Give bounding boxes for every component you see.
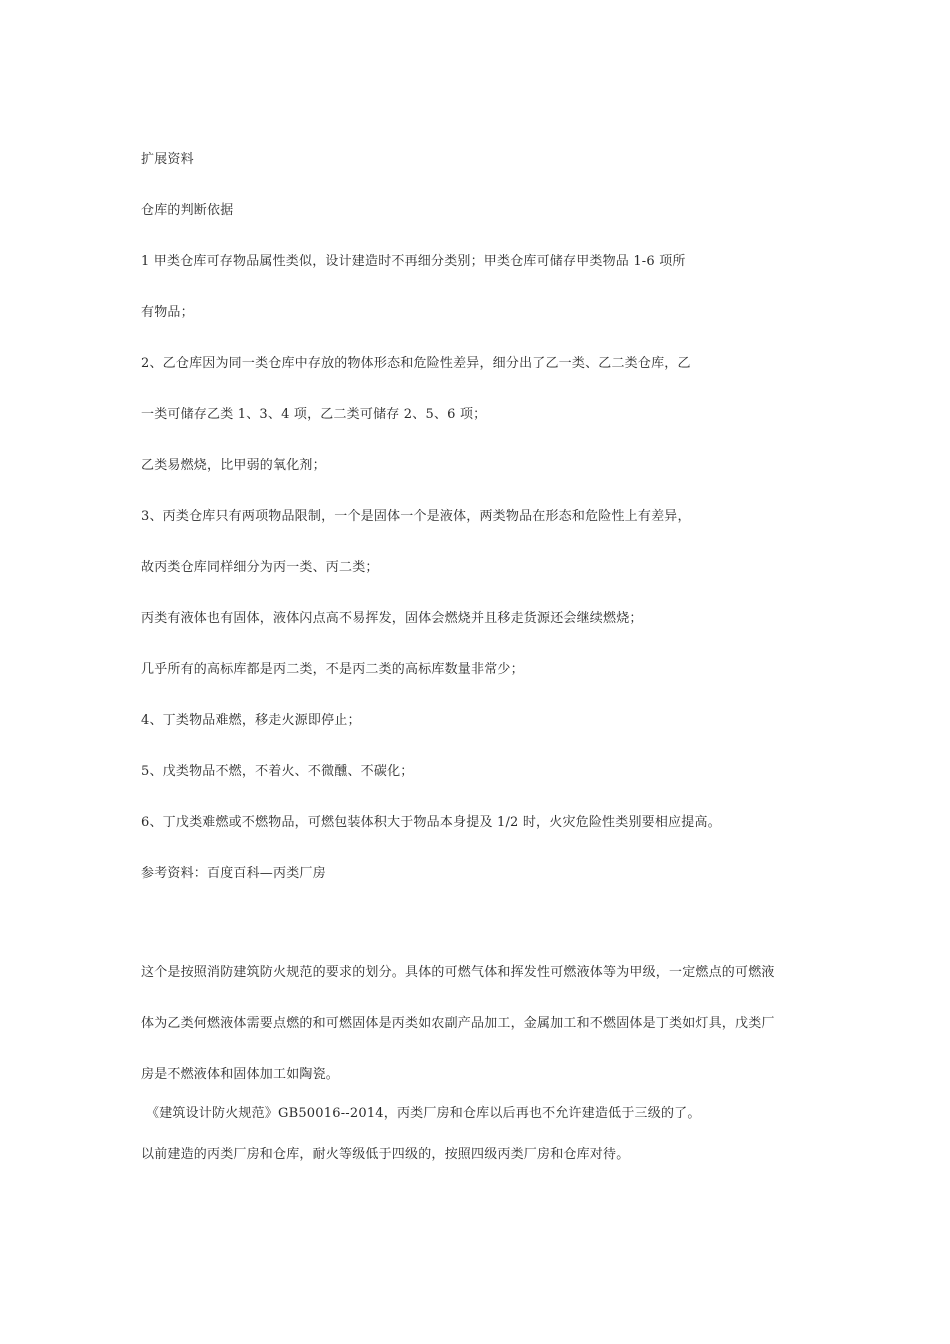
- paragraph-line: 3、丙类仓库只有两项物品限制，一个是固体一个是液体，两类物品在形态和危险性上有差异，: [141, 509, 691, 524]
- paragraph-line: 乙类易燃烧，比甲弱的氧化剂；: [141, 458, 326, 473]
- paragraph-line: 5、戊类物品不燃，不着火、不微醺、不碳化；: [141, 764, 414, 779]
- paragraph-line: 丙类有液体也有固体，液体闪点高不易挥发，固体会燃烧并且移走货源还会继续燃烧；: [141, 611, 643, 626]
- paragraph-line: 2、乙仓库因为同一类仓库中存放的物体形态和危险性差异，细分出了乙一类、乙二类仓库，乙: [141, 356, 691, 371]
- paragraph-line: 6、丁戊类难燃或不燃物品，可燃包装体积大于物品本身提及 1/2 时，火灾危险性类别要相应提高。: [141, 815, 721, 830]
- paragraph-line: 4、丁类物品难燃，移走火源即停止；: [141, 713, 361, 728]
- answer-line: 房是不燃液体和固体加工如陶瓷。: [141, 1067, 340, 1082]
- reference-line: 参考资料：百度百科—丙类厂房: [141, 866, 326, 881]
- answer-line: 这个是按照消防建筑防火规范的要求的划分。具体的可燃气体和挥发性可燃液体等为甲级，一定燃点的可燃液: [141, 965, 775, 980]
- paragraph-line: 故丙类仓库同样细分为丙一类、丙二类；: [141, 560, 379, 575]
- basis-heading: 仓库的判断依据: [141, 203, 234, 218]
- answer-line: 《建筑设计防火规范》GB50016--2014，丙类厂房和仓库以后再也不允许建造低于三级的了。: [146, 1106, 701, 1121]
- paragraph-line: 1 甲类仓库可存物品属性类似，设计建造时不再细分类别；甲类仓库可储存甲类物品 1-6 项所: [141, 254, 686, 269]
- answer-line: 体为乙类何燃液体需要点燃的和可燃固体是丙类如农副产品加工，金属加工和不燃固体是丁类如灯具，戊类厂: [141, 1016, 775, 1031]
- paragraph-line: 一类可储存乙类 1、3、4 项，乙二类可储存 2、5、6 项；: [141, 407, 487, 422]
- answer-line: 以前建造的丙类厂房和仓库，耐火等级低于四级的，按照四级丙类厂房和仓库对待。: [141, 1147, 630, 1162]
- paragraph-line: 有物品；: [141, 305, 194, 320]
- section-heading: 扩展资料: [141, 152, 194, 167]
- paragraph-line: 几乎所有的高标库都是丙二类，不是丙二类的高标库数量非常少；: [141, 662, 524, 677]
